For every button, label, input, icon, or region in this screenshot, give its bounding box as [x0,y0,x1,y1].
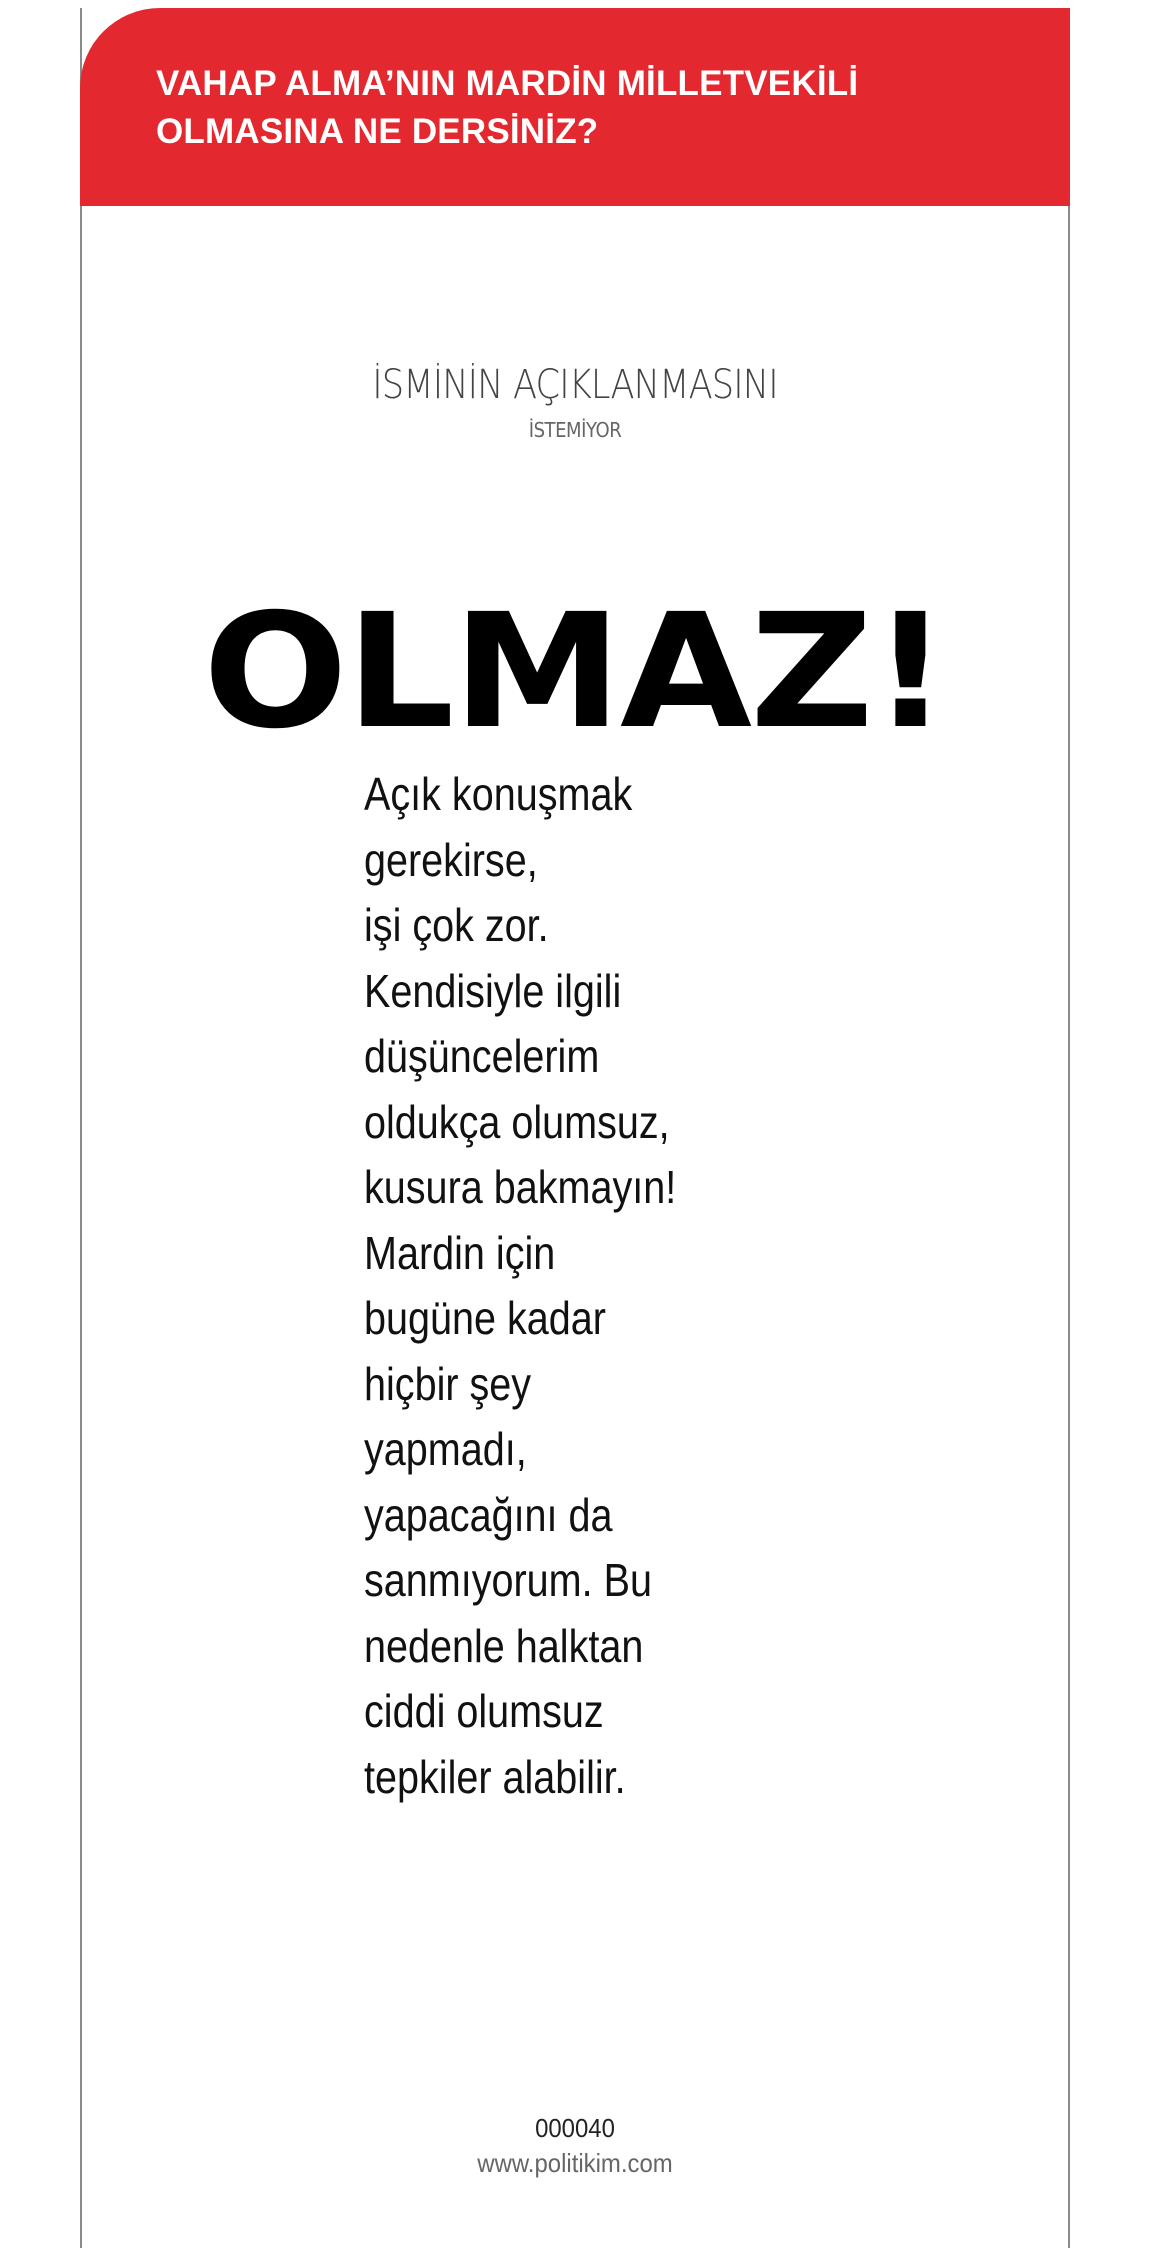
response-code: 000040 [535,2113,615,2143]
website-link[interactable]: www.politikim.com [477,2148,673,2178]
respondent-anonymous-label: İSMİNİN AÇIKLANMASINI [372,362,778,408]
answer-verdict: OLMAZ! [202,580,948,764]
question-title: VAHAP ALMA’NIN MARDİN MİLLETVEKİLİ OLMASINA NE DERSİNİZ? [156,64,859,151]
answer-text: Açık konuşmak gerekirse, işi çok zor. Kendisiyle ilgili düşüncelerim oldukça olumsuz, kusura bakmayın! Mardin için bugüne kadar hiçbir şey yapmadı, yapacağını da sanmıyorum. Bu nedenle halktan ciddi olumsuz tepkiler alabilir. [364,768,677,1803]
question-header [80,8,1070,206]
respondent-anonymous-sublabel: İSTEMİYOR [528,418,622,442]
